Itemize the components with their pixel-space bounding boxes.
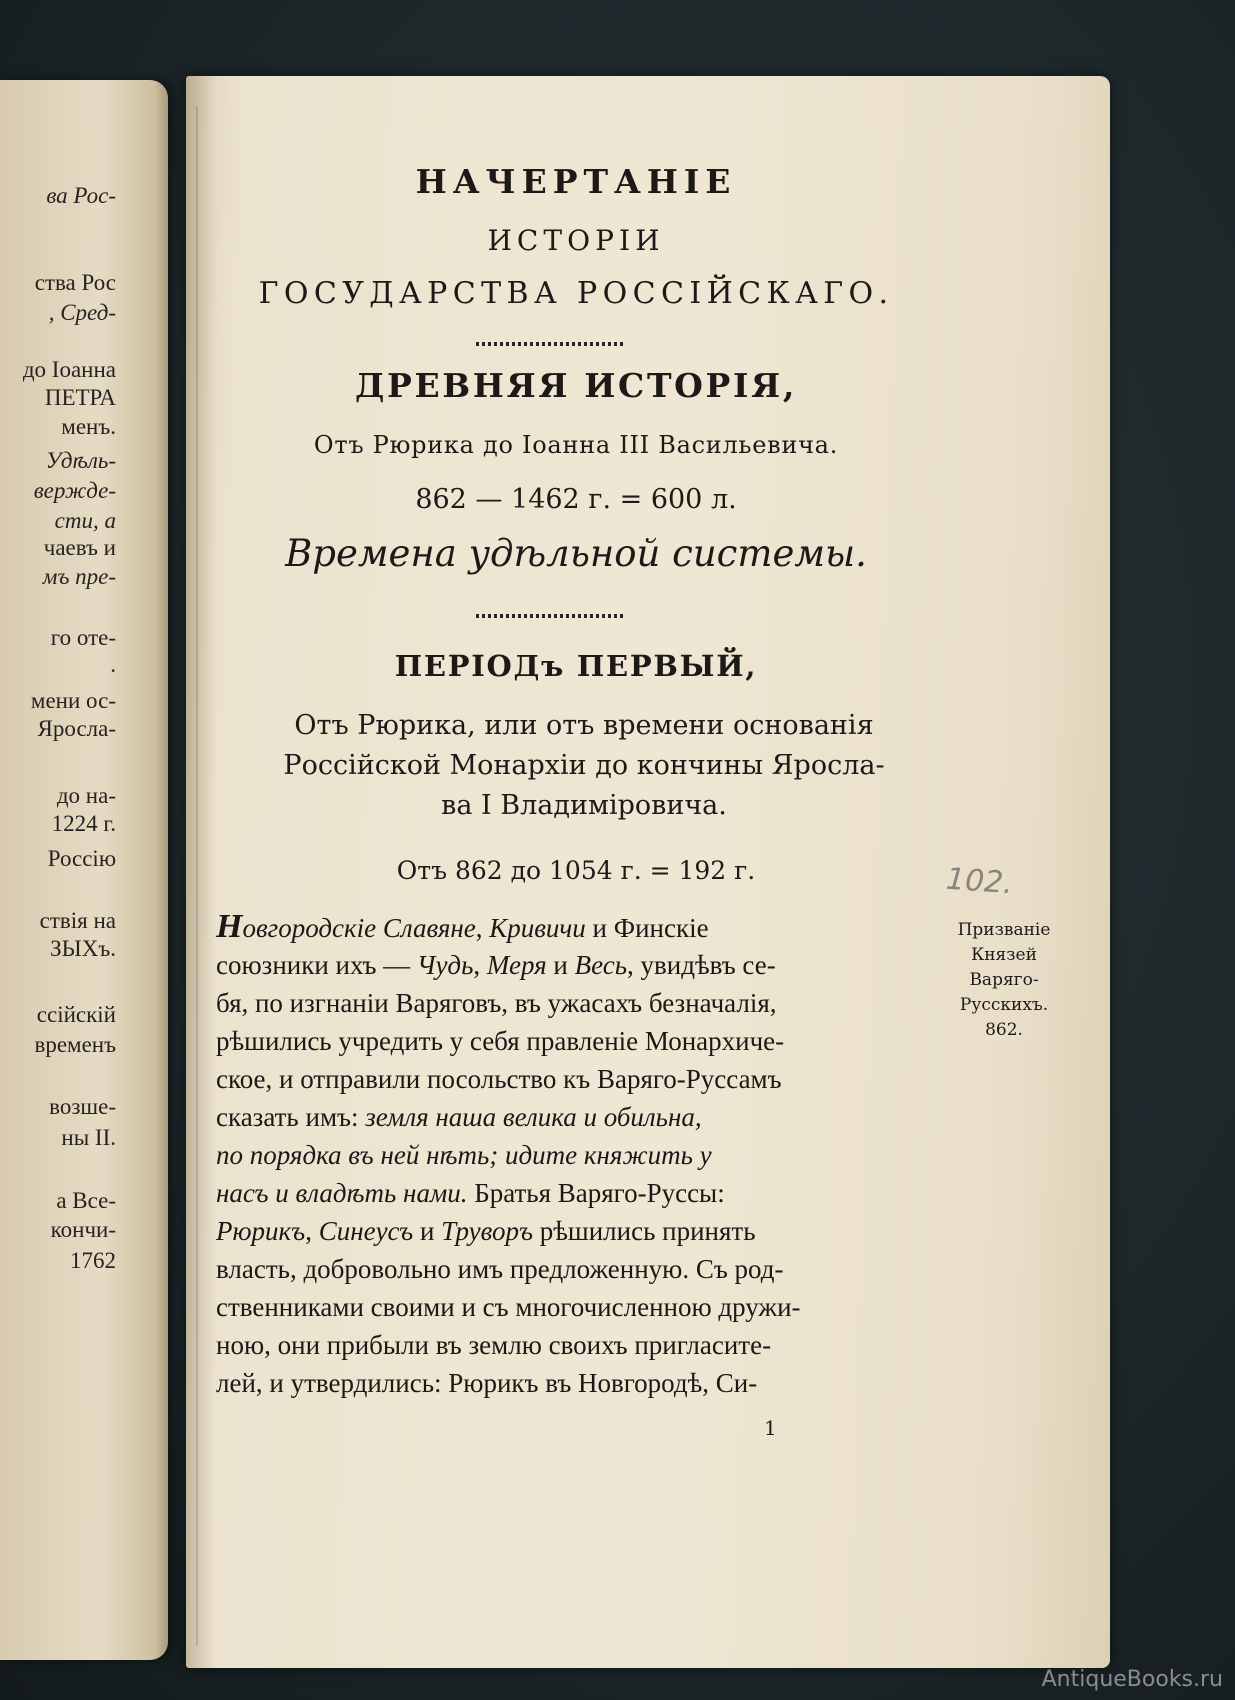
body-line: [216, 1136, 946, 1174]
left-page-line: менъ.: [61, 414, 116, 439]
body-line: [216, 946, 946, 984]
body-line: [216, 1212, 946, 1250]
pencil-annotation: 102.: [944, 861, 1014, 902]
period-subtitle-line: Россійской Монархіи до кончины Яросла-: [283, 750, 885, 781]
body-line: [216, 1022, 946, 1060]
text-run: насъ и владѣть нами.: [216, 1178, 468, 1208]
left-page-line: Удѣль-: [45, 448, 116, 473]
text-run: Меря: [486, 950, 547, 980]
body-line: [216, 984, 946, 1022]
text-run: ,: [305, 1216, 319, 1246]
left-page-line: ва Рос-: [46, 183, 116, 208]
text-run: и: [413, 1216, 442, 1246]
section-subtitle: Отъ Рюрика до Іоанна III Васильевича.: [313, 431, 839, 459]
text-run: союзники ихъ —: [216, 950, 417, 980]
body-paragraph: [216, 908, 946, 1402]
period-subtitle: [214, 706, 954, 826]
left-page-line: мени ос-: [30, 688, 116, 713]
left-page-line: ствія на: [39, 908, 116, 933]
left-page-line: Россію: [47, 846, 116, 871]
text-run: Весь: [574, 950, 628, 980]
left-page-line: сти, а: [54, 508, 116, 533]
title-main: НАЧЕРТАНІЕ: [415, 162, 737, 201]
era-title: Времена удѣльной системы.: [285, 532, 867, 575]
body-line: [216, 1098, 946, 1136]
text-run: Кривичи: [489, 913, 586, 943]
text-run: ною, они прибыли въ землю своихъ пригласите-: [216, 1330, 772, 1360]
left-page-line: до на-: [56, 783, 116, 808]
left-page-line: ПЕТРА: [44, 385, 116, 410]
text-run: ,: [475, 913, 490, 943]
text-run: Чудь: [416, 950, 474, 980]
period-subtitle-line: ва I Владиміровича.: [441, 790, 727, 821]
text-run: Н: [216, 908, 243, 945]
left-page-line: ны II.: [61, 1125, 116, 1150]
left-page-line: до Іоанна: [22, 357, 116, 382]
left-page-line: вержде-: [33, 478, 116, 503]
text-run: ское, и отправили посольство къ Варяго-Руссамъ: [216, 1064, 782, 1094]
left-page-line: 1762: [70, 1248, 116, 1273]
body-line: [216, 908, 946, 946]
left-page-line: ссійскій: [36, 1002, 116, 1027]
left-page-line: ЗЫХъ.: [50, 936, 116, 961]
text-run: Синеусъ: [318, 1216, 414, 1246]
watermark: AntiqueBooks.ru: [1041, 1667, 1223, 1692]
left-page-line: Яросла-: [37, 716, 116, 741]
left-page-text: [0, 80, 168, 1660]
margin-note: [924, 918, 1084, 1043]
section-dates: 862 — 1462 г. = 600 л.: [415, 484, 737, 515]
left-page: [0, 80, 168, 1660]
left-page-line: кончи-: [50, 1217, 116, 1242]
margin-note-line: Варяго-: [969, 970, 1039, 990]
title-state: ГОСУДАРСТВА РОССІЙСКАГО.: [258, 276, 894, 311]
page-fold: [196, 106, 198, 1646]
margin-note-line: Князей: [971, 945, 1037, 965]
text-run: , увидѣвъ се-: [627, 950, 776, 980]
body-line: [216, 1250, 946, 1288]
left-page-line: мъ пре-: [42, 564, 116, 589]
left-page-line: чаевъ и: [43, 535, 116, 560]
text-run: овгородскіе Славяне: [242, 913, 476, 943]
text-run: лей, и утвердились: Рюрикъ въ Новгородѣ, Си-: [216, 1368, 758, 1398]
text-run: Братья Варяго-Руссы:: [467, 1178, 725, 1208]
ornament-divider: [476, 342, 626, 346]
left-page-line: а Все-: [56, 1188, 116, 1213]
period-subtitle-line: Отъ Рюрика, или отъ времени основанія: [294, 710, 874, 741]
margin-note-line: 862.: [985, 1020, 1023, 1040]
text-run: по порядка въ ней нѣть; идите княжить у: [216, 1140, 712, 1170]
text-run: и: [546, 950, 575, 980]
text-run: и Финскіе: [585, 913, 709, 943]
text-run: сказать имъ:: [216, 1102, 366, 1132]
left-page-line: 1224 г.: [51, 811, 116, 836]
body-line: [216, 1326, 946, 1364]
left-page-line: го оте-: [50, 625, 116, 650]
ornament-divider: [476, 614, 626, 618]
left-page-line: , Сред-: [48, 300, 116, 325]
margin-note-line: Русскихъ.: [959, 995, 1049, 1015]
book-page: [186, 76, 1110, 1668]
left-page-line: временъ: [34, 1032, 116, 1057]
left-page-line: ства Рос: [34, 270, 116, 295]
period-title: ПЕРІОДъ ПЕРВЫЙ,: [394, 649, 758, 683]
text-run: власть, добровольно имъ предложенную. Съ род-: [216, 1254, 784, 1284]
left-page-line: .: [110, 652, 116, 677]
text-run: рѣшились учредить у себя правленіе Монархиче-: [216, 1026, 785, 1056]
text-run: Труворъ: [441, 1216, 534, 1246]
text-run: Рюрикъ: [216, 1216, 306, 1246]
body-line: [216, 1288, 946, 1326]
title-of: ИСТОРІИ: [487, 224, 665, 257]
margin-note-line: Призваніе: [957, 920, 1051, 940]
body-line: [216, 1060, 946, 1098]
text-run: ,: [473, 950, 487, 980]
text-run: рѣшились принять: [533, 1216, 756, 1246]
period-dates: Отъ 862 до 1054 г. = 192 г.: [396, 856, 756, 885]
text-run: земля наша велика и обильна,: [365, 1102, 702, 1132]
body-line: [216, 1364, 946, 1402]
signature-mark: 1: [764, 1416, 777, 1440]
body-line: [216, 1174, 946, 1212]
text-run: ственниками своими и съ многочисленною дружи-: [216, 1292, 801, 1322]
section-title: ДРЕВНЯЯ ИСТОРІЯ,: [355, 366, 797, 405]
text-run: бя, по изгнаніи Варяговъ, въ ужасахъ безначалія,: [216, 988, 777, 1018]
left-page-line: возше-: [49, 1094, 116, 1119]
